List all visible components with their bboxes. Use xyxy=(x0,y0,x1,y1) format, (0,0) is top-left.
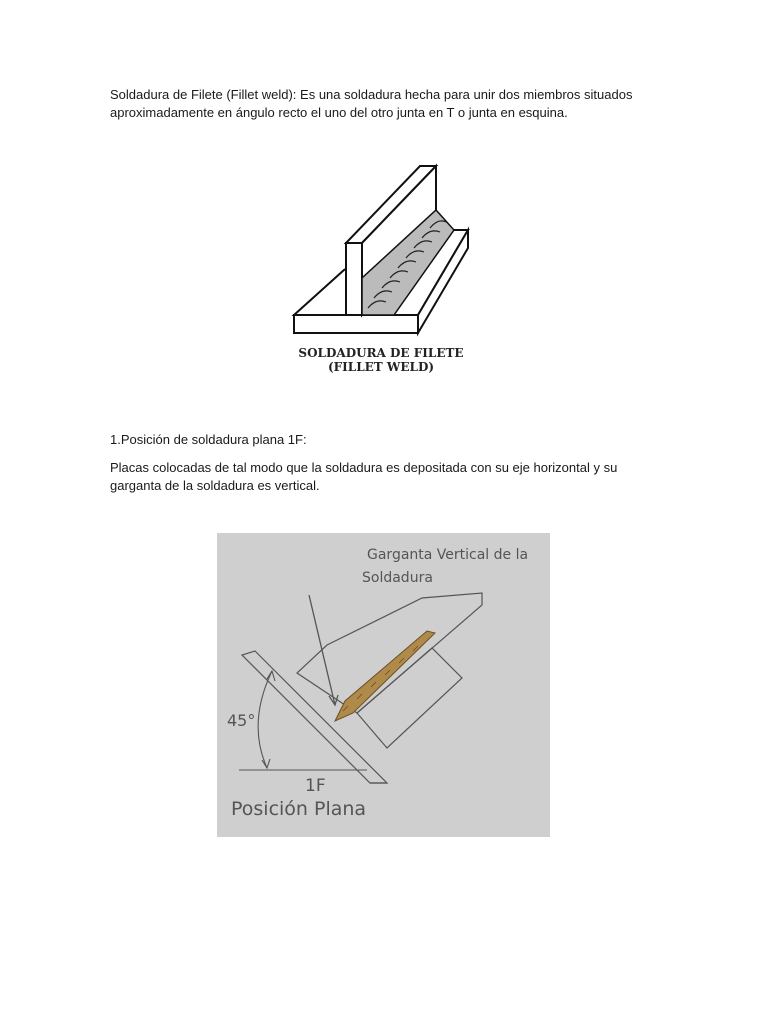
section-heading: 1.Posición de soldadura plana 1F: xyxy=(110,432,307,447)
position-code-label: 1F xyxy=(305,776,326,796)
description-line-2: garganta de la soldadura es vertical. xyxy=(110,478,320,493)
throat-label-line-1: Garganta Vertical de la xyxy=(367,547,529,563)
figure-caption-line-1: SOLDADURA DE FILETE xyxy=(298,346,464,360)
intro-paragraph xyxy=(110,86,670,122)
flat-position-sketch-photo xyxy=(217,533,550,837)
throat-label-line-2: Soldadura xyxy=(362,570,433,586)
angle-label: 45° xyxy=(227,711,256,730)
description-line-1: Placas colocadas de tal modo que la soldadura es depositada con su eje horizontal y su xyxy=(110,460,618,475)
figure-caption-line-2: (FILLET WELD) xyxy=(327,360,435,374)
fillet-weld-illustration xyxy=(286,158,476,380)
section-description xyxy=(110,459,670,495)
intro-line-1: Soldadura de Filete (Fillet weld): Es una soldadura hecha para unir dos miembros situados xyxy=(110,87,633,102)
position-name-label: Posición Plana xyxy=(231,798,367,820)
intro-line-2: aproximadamente en ángulo recto el uno del otro junta en T o junta en esquina. xyxy=(110,105,568,120)
